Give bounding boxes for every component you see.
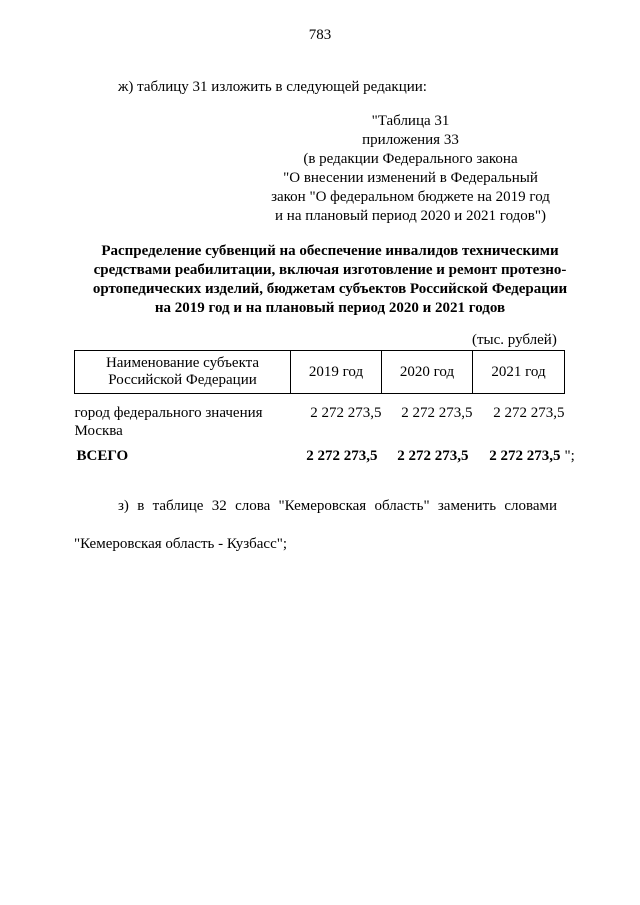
heading-line: средствами реабилитации, включая изготовление и ремонт протезно- [93, 262, 567, 278]
amendment-intro-text: ж) таблицу 31 изложить в следующей редакции: [118, 79, 427, 95]
reference-line: приложения 33 [362, 132, 459, 148]
table-header-row [75, 351, 565, 394]
header-year-2019: 2019 год [291, 351, 382, 394]
total-2021-cell: 2 272 273,5 "; [489, 448, 575, 464]
page-number: 783 [308, 27, 332, 43]
item-z-text: з) в таблице 32 слова "Кемеровская область" заменить словами [118, 498, 558, 514]
subject-name-cell: город федерального значения Москва [74, 405, 263, 439]
header-year-2020: 2020 год [382, 351, 473, 394]
total-2020-cell: 2 272 273,5 [397, 448, 469, 464]
reference-line: "О внесении изменений в Федеральный [283, 170, 538, 186]
heading-line: ортопедических изделий, бюджетам субъектов Российской Федерации [92, 281, 568, 297]
reference-line: "Таблица 31 [371, 113, 450, 129]
total-row [75, 440, 565, 466]
value-2019-cell: 2 272 273,5 [310, 405, 382, 421]
heading-line: на 2019 год и на плановый период 2020 и 2021 годов [154, 300, 506, 316]
heading-line: Распределение субвенций на обеспечение инвалидов техническими [101, 243, 559, 259]
header-year-2021: 2021 год [473, 351, 565, 394]
subvention-table [74, 350, 575, 466]
value-2021-cell: 2 272 273,5 [493, 405, 565, 421]
item-z-continuation: "Кемеровская область - Кузбасс"; [74, 536, 288, 552]
reference-line: и на плановый период 2020 и 2021 годов") [275, 208, 546, 224]
total-label: ВСЕГО [76, 448, 129, 464]
table-heading [50, 242, 610, 318]
closing-quote: "; [564, 448, 575, 464]
reference-line: (в редакции Федерального закона [303, 151, 518, 167]
table-row [75, 404, 565, 440]
units-label: (тыс. рублей) [472, 332, 557, 348]
reference-line: закон "О федеральном бюджете на 2019 год [271, 189, 550, 205]
total-2019-cell: 2 272 273,5 [306, 448, 378, 464]
table-reference-block [258, 112, 563, 226]
header-subject-name: Наименование субъекта Российской Федерации [75, 351, 291, 394]
value-2020-cell: 2 272 273,5 [401, 405, 473, 421]
